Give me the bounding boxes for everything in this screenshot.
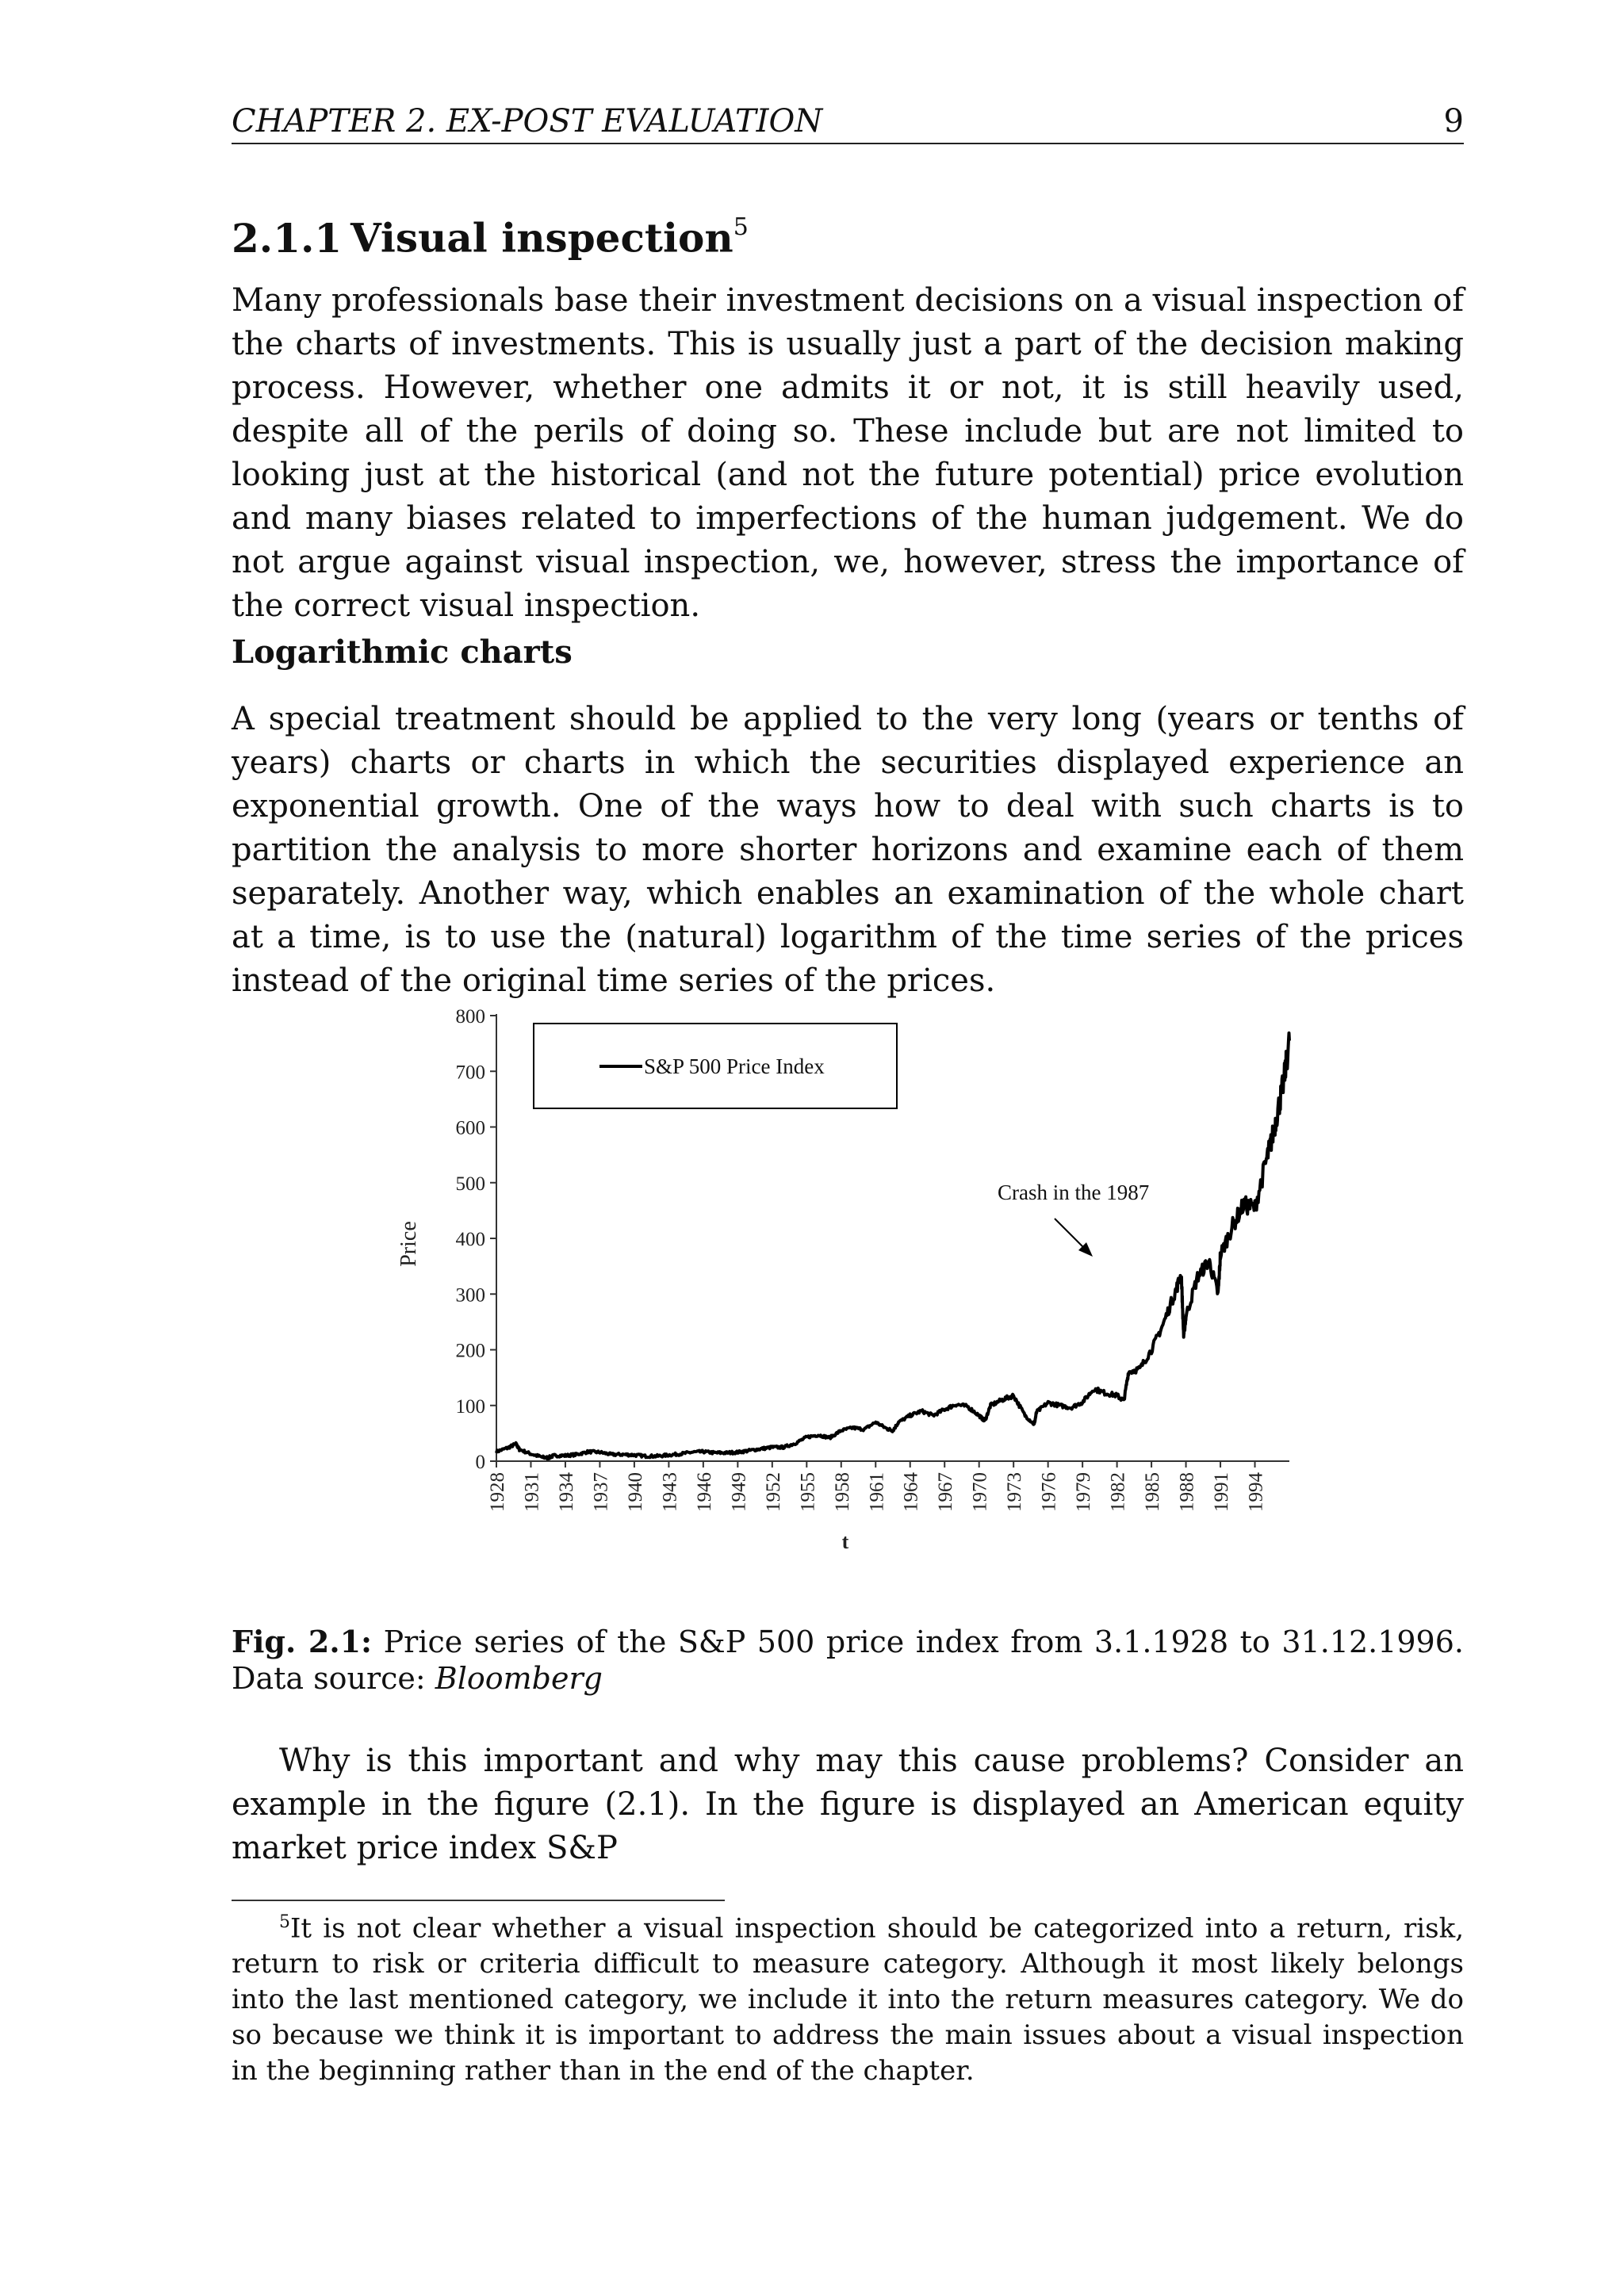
page-number: 9 xyxy=(1443,103,1464,140)
x-tick-label: 1985 xyxy=(1142,1472,1164,1512)
chapter-title: CHAPTER 2. EX-POST EVALUATION xyxy=(232,103,823,140)
x-tick-label: 1994 xyxy=(1245,1472,1267,1512)
subheading-logarithmic-charts: Logarithmic charts xyxy=(232,633,573,671)
x-tick-label: 1940 xyxy=(624,1472,646,1512)
x-tick-label: 1958 xyxy=(831,1472,853,1512)
y-axis-label: Price xyxy=(396,1221,421,1267)
section-heading xyxy=(232,205,749,265)
y-tick-label: 100 xyxy=(455,1395,485,1418)
y-tick-label: 500 xyxy=(455,1173,485,1195)
caption-text: Price series of the S&P 500 price index from 3.1.1928 to 31.12.1996. Data source: xyxy=(232,1624,1464,1696)
x-tick-label: 1970 xyxy=(969,1472,991,1512)
x-tick-label: 1964 xyxy=(900,1472,922,1512)
y-tick-label: 0 xyxy=(475,1452,485,1473)
y-tick-label: 300 xyxy=(455,1284,485,1307)
x-tick-label: 1949 xyxy=(728,1472,750,1512)
x-tick-label: 1946 xyxy=(693,1472,715,1512)
annotation-crash-1987: Crash in the 1987 xyxy=(998,1181,1150,1204)
y-tick-label: 700 xyxy=(455,1062,485,1084)
annotation-arrow xyxy=(1055,1219,1093,1257)
x-tick-label: 1973 xyxy=(1004,1472,1026,1512)
x-tick-label: 1988 xyxy=(1176,1472,1198,1512)
section-title-text: Visual inspection xyxy=(350,214,733,262)
footnote-5 xyxy=(232,1904,1464,2089)
paragraph-why-important: Why is this important and why may this cause problems? Consider an example in the figure (2.1). In the figure is displayed an American equity market price index S&P xyxy=(232,1743,1464,1866)
section-footnote-mark: 5 xyxy=(733,213,749,241)
x-tick-label: 1943 xyxy=(659,1472,681,1512)
x-tick-label: 1991 xyxy=(1211,1472,1233,1512)
x-tick-label: 1967 xyxy=(935,1472,957,1512)
footnote-divider xyxy=(232,1900,725,1901)
footnote-mark: 5 xyxy=(279,1912,290,1932)
x-tick-label: 1934 xyxy=(555,1472,577,1512)
running-header xyxy=(232,101,1464,144)
y-tick-label: 600 xyxy=(455,1117,485,1139)
y-tick-label: 800 xyxy=(455,1006,485,1027)
section-number: 2.1.1 xyxy=(232,214,343,262)
figure-sp500-chart xyxy=(381,995,1300,1566)
paragraph-visual-inspection: Many professionals base their investment decisions on a visual inspection of the charts of investments. This is usually just a part of the decision making process. However, whether one admits it or not, it is still heavily used, despite all of the perils of doing so. These include but are not limited to looking just at the historical (and not the future potential) price evolution and many biases related to imperfections of the human judgement. We do not argue against visual inspection, we, however, stress the importance of the correct visual inspection. xyxy=(232,282,1464,624)
x-tick-label: 1976 xyxy=(1038,1472,1060,1512)
x-tick-label: 1979 xyxy=(1073,1472,1095,1512)
paragraph-logarithmic-charts: A special treatment should be applied to the very long (years or tenths of years) charts or charts in which the securities displayed experience an exponential growth. One of the ways how to deal with such charts is to partition the analysis to more shorter horizons and examine each of them separately. Another way, which enables an examination of the whole chart at a time, is to use the (natural) logarithm of the time series of the prices instead of the original time series of the prices. xyxy=(232,701,1464,999)
x-tick-label: 1931 xyxy=(521,1472,543,1512)
y-tick-label: 400 xyxy=(455,1229,485,1250)
legend-entry: S&P 500 Price Index xyxy=(644,1054,825,1078)
figure-caption xyxy=(232,1624,1464,1697)
caption-source: Bloomberg xyxy=(435,1661,603,1696)
footnote-text: It is not clear whether a visual inspection should be categorized into a return, risk, return to risk or criteria difficult to measure category. Although it most likely belongs into the last mentioned category, we include it into the return measures category. We do so because we think it is important to address the main issues about a visual inspection in the beginning rather than in the end of the chapter. xyxy=(232,1912,1464,2087)
y-tick-label: 200 xyxy=(455,1340,485,1362)
x-tick-label: 1928 xyxy=(487,1472,508,1512)
x-tick-label: 1952 xyxy=(762,1472,784,1512)
sp500-line-chart xyxy=(381,995,1300,1566)
x-axis-label: t xyxy=(841,1530,849,1553)
caption-label: Fig. 2.1: xyxy=(232,1624,373,1659)
x-tick-label: 1955 xyxy=(797,1472,819,1512)
x-tick-label: 1937 xyxy=(590,1472,612,1512)
x-tick-label: 1961 xyxy=(866,1472,888,1512)
x-tick-label: 1982 xyxy=(1107,1472,1129,1512)
